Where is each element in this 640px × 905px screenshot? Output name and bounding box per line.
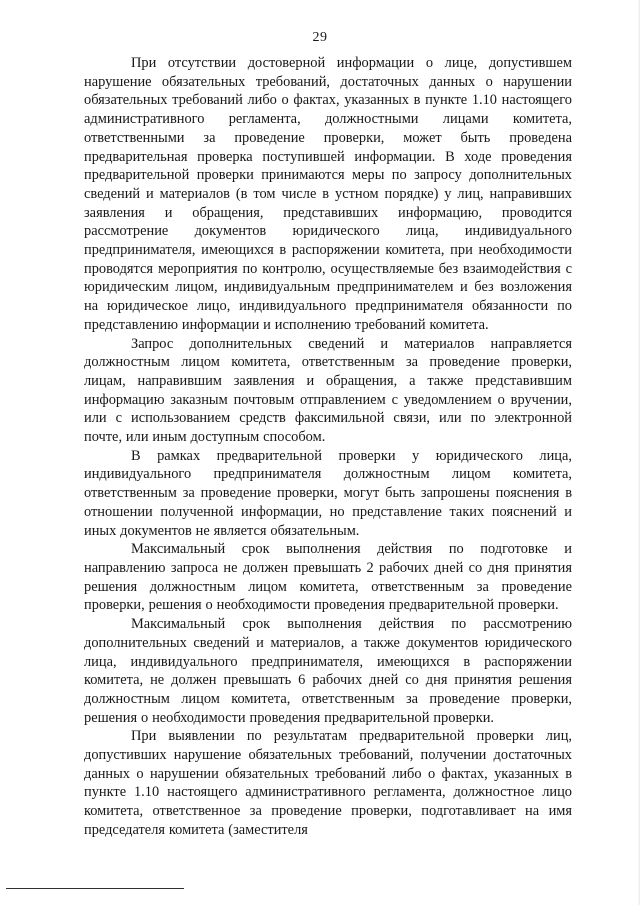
- footnote-rule: [6, 888, 184, 889]
- paragraph-review-deadline: Максимальный срок выполнения действия по рассмотрению дополнительных сведений и материалов, а также документов юридического лица, индивидуального предпринимателя, имеющихся в распоряжении комитета, не должен превышать 6 рабочих дней со дня принятия решения должностным лицом комитета, ответственным за проведение проверки, решения о необходимости проведения предварительной проверки.: [84, 616, 572, 726]
- paragraph-information-request: Запрос дополнительных сведений и материалов направляется должностным лицом комитета, ответственным за проведение проверки, лицам, направившим заявления и обращения, а также представившим информацию заказным почтовым отправлением с уведомлением о вручении, или с использованием средств факсимильной связи, или по электронной почте, или иным доступным способом.: [84, 335, 572, 446]
- paragraph-explanations: В рамках предварительной проверки у юридического лица, индивидуального предпринимателя должностным лицом комитета, ответственным за проведение проверки, могут быть запрошены пояснения в отношении полученной информации, но представление таких пояснений и иных документов не является обязательным.: [84, 447, 572, 539]
- paragraph-violation-found: При выявлении по результатам предварительной проверки лиц, допустивших нарушение обязательных требований, получении достаточных данных о нарушении обязательных требований либо о фактах, указанных в пункте 1.10 настоящего административного регламента, должностное лицо комитета, ответственное за проведение проверки, подготавливает на имя председателя комитета (заместителя: [84, 728, 572, 838]
- paragraph-preliminary-check: При отсутствии достоверной информации о лице, допустившем нарушение обязательных требований, достаточных данных о нарушении обязательных требований либо о фактах, указанных в пункте 1.10 настоящего административного регламента, должностными лицами комитета, ответственными за проведение проверки, может быть проведена предварительная проверка поступившей информации. В ходе проведения предварительной проверки принимаются меры по запросу дополнительных сведений и материалов (в том числе в устном порядке) у лиц, направивших заявления и обращения, представивших информацию, проводится рассмотрение документов юридического лица, индивидуального предпринимателя, имеющихся в распоряжении комитета, при необходимости проводятся мероприятия по контролю, осуществляемые без взаимодействия с юридическим лицом, индивидуальным предпринимателем и без возложения на юридическое лицо, индивидуального предпринимателя обязанности по представлению информации и исполнению требований комитета.: [84, 55, 572, 333]
- paragraph-request-deadline: Максимальный срок выполнения действия по подготовке и направлению запроса не должен превышать 2 рабочих дней со дня принятия решения должностным лицом комитета, ответственным за проведение проверки, решения о необходимости проведения предварительной проверки.: [84, 541, 572, 614]
- page-number: 29: [312, 30, 328, 45]
- body-text: [84, 54, 572, 840]
